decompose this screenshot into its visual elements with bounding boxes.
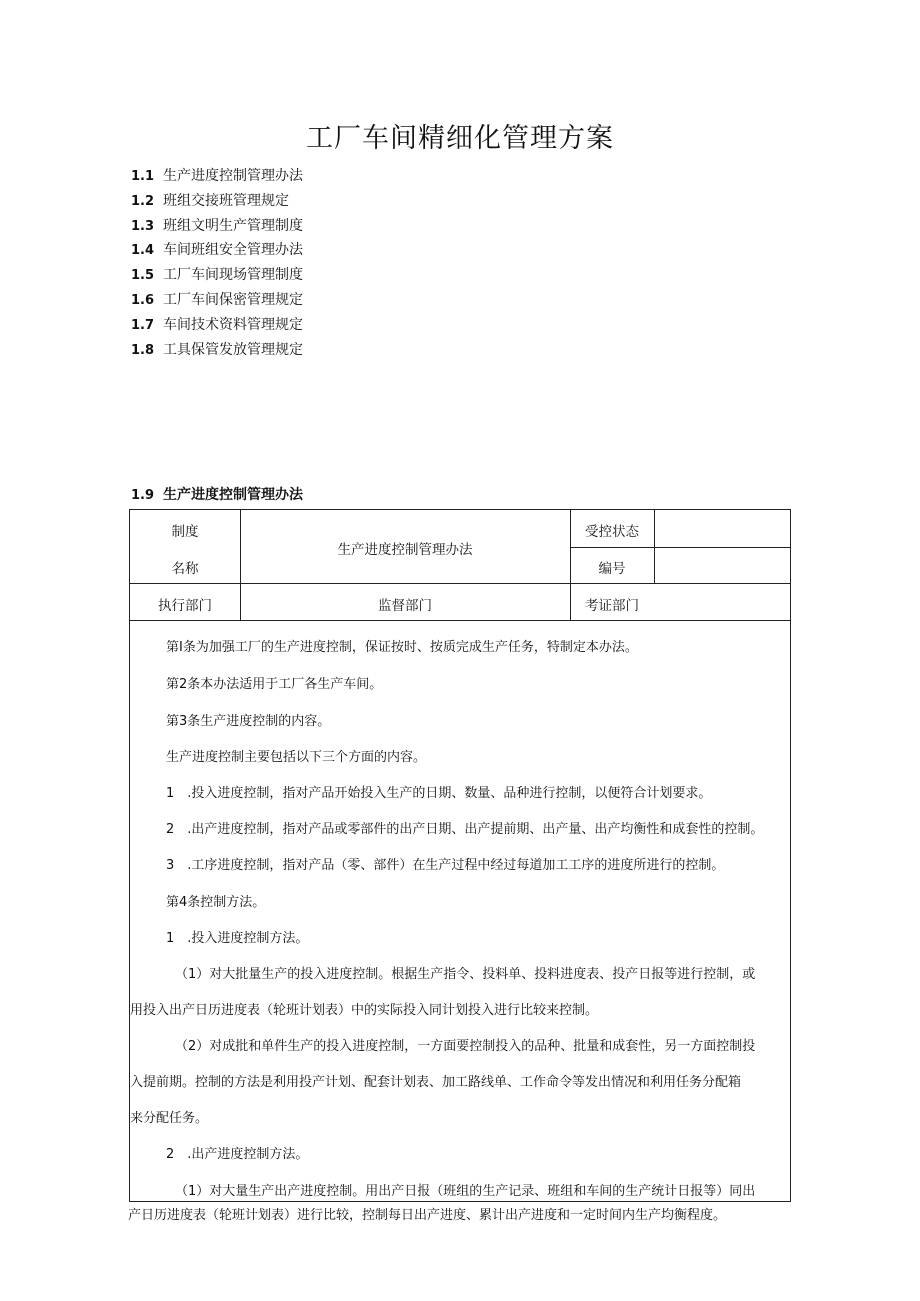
list-item: 3 .工序进度控制，指对产品（零、部件）在生产过程中经过每道加工工序的进度所进行的控制。	[166, 858, 725, 873]
table-divider	[654, 510, 655, 583]
toc-number: 1.1	[131, 169, 155, 184]
section-number: 1.9	[131, 488, 155, 503]
section-heading	[131, 484, 303, 504]
article-3: 第3条生产进度控制的内容。	[166, 714, 331, 729]
label-zhidu: 制度	[171, 524, 199, 540]
list-item: 2 .出产进度控制，指对产品或零部件的出产日期、出产提前期、出产量、出产均衡性和成套性的控制。	[166, 822, 764, 837]
article-2: 第2条本办法适用于工厂各生产车间。	[166, 677, 383, 692]
toc-item[interactable]	[131, 238, 303, 263]
toc-item[interactable]	[131, 189, 303, 214]
toc-item[interactable]	[131, 164, 303, 189]
table-divider	[130, 620, 790, 621]
toc-number: 1.6	[131, 292, 155, 308]
toc-number: 1.4	[131, 243, 155, 259]
label-exec-dept: 执行部门	[158, 598, 212, 614]
paragraph: 来分配任务。	[130, 1111, 209, 1126]
toc-item[interactable]	[131, 263, 303, 288]
toc-number: 1.3	[131, 218, 155, 234]
label-supervise-dept: 监督部门	[378, 598, 432, 614]
toc-label: 工厂车间现场管理制度	[163, 267, 303, 284]
paragraph: （1）对大量生产出产进度控制。用出产日报（班组的生产记录、班组和车间的生产统计日报等）同出	[175, 1184, 756, 1199]
label-audit-dept: 考证部门	[585, 598, 639, 614]
list-item: 1 .投入进度控制，指对产品开始投入生产的日期、数量、品种进行控制，以便符合计划要求。	[166, 786, 712, 801]
toc-label: 班组文明生产管理制度	[163, 217, 303, 234]
toc-number: 1.7	[131, 317, 155, 333]
toc-item[interactable]	[131, 338, 303, 363]
list-item: 1 .投入进度控制方法。	[166, 931, 309, 946]
toc-item[interactable]	[131, 313, 303, 338]
toc-number: 1.2	[131, 193, 155, 209]
table-of-contents	[131, 164, 303, 362]
toc-label: 车间班组安全管理办法	[163, 242, 303, 259]
doc-name: 生产进度控制管理办法	[337, 542, 473, 558]
paragraph: 产日历进度表（轮班计划表）进行比较，控制每日出产进度、累计出产进度和一定时间内生产均衡程度。	[128, 1208, 727, 1223]
paragraph: 用投入出产日历进度表（轮班计划表）中的实际投入同计划投入进行比较来控制。	[130, 1003, 599, 1018]
page-title: 工厂车间精细化管理方案	[306, 123, 614, 154]
table-divider	[571, 547, 790, 548]
toc-label: 生产进度控制管理办法	[163, 168, 303, 184]
toc-number: 1.5	[131, 268, 155, 284]
toc-label: 车间技术资料管理规定	[163, 316, 303, 333]
paragraph: （2）对成批和单件生产的投入进度控制，一方面要控制投入的品种、批量和成套性，另一方面控制投	[175, 1039, 756, 1054]
label-control-status: 受控状态	[585, 524, 639, 540]
toc-item[interactable]	[131, 288, 303, 313]
paragraph: （1）对大批量生产的投入进度控制。根据生产指令、投料单、投料进度表、投产日报等进行控制，或	[175, 967, 756, 982]
article-1: 第I条为加强工厂的生产进度控制，保证按时、按质完成生产任务，特制定本办法。	[166, 640, 638, 655]
section-title: 生产进度控制管理办法	[163, 487, 303, 503]
list-item: 2 .出产进度控制方法。	[166, 1147, 309, 1162]
paragraph: 入提前期。控制的方法是利用投产计划、配套计划表、加工路线单、工作命令等发出情况和利用任务分配箱	[130, 1075, 742, 1090]
toc-label: 工厂车间保密管理规定	[163, 291, 303, 308]
paragraph: 生产进度控制主要包括以下三个方面的内容。	[166, 750, 427, 765]
table-divider	[130, 583, 790, 584]
article-4: 第4条控制方法。	[166, 895, 266, 910]
toc-number: 1.8	[131, 342, 155, 358]
toc-item[interactable]	[131, 214, 303, 239]
label-number: 编号	[598, 561, 626, 577]
toc-label: 班组交接班管理规定	[163, 192, 289, 209]
toc-label: 工具保管发放管理规定	[163, 341, 303, 358]
label-mingcheng: 名称	[171, 561, 199, 577]
